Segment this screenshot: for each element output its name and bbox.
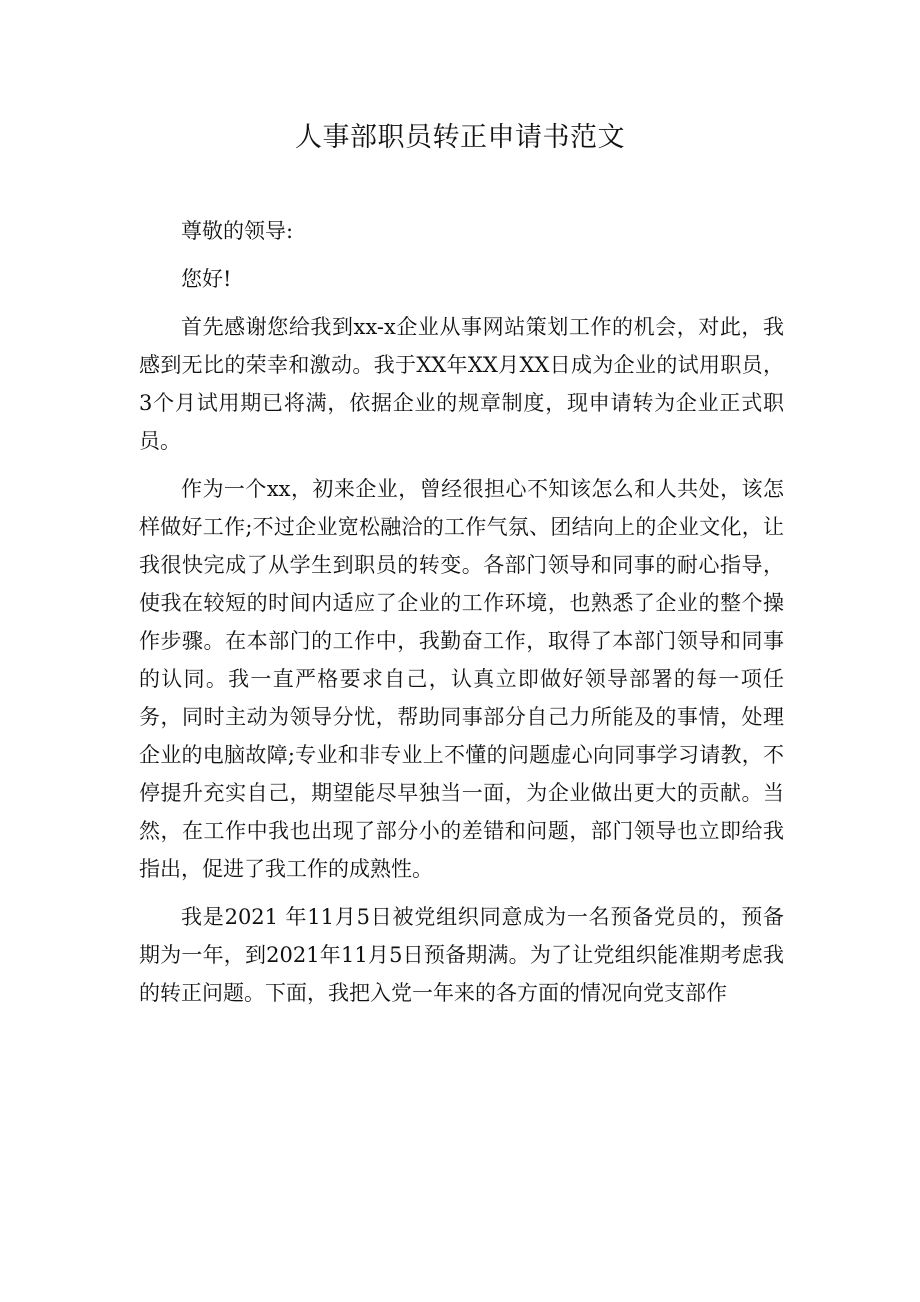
document-title: 人事部职员转正申请书范文 [295, 122, 625, 153]
body-paragraph: 我是2021 年11月5日被党组织同意成为一名预备党员的，预备期为一年，到2021年11月5日预备期满。为了让党组织能准期考虑我的转正问题。下面，我把入党一年来的各方面的情况向党支部作 [139, 905, 784, 1005]
body-paragraph: 首先感谢您给我到xx-x企业从事网站策划工作的机会，对此，我感到无比的荣幸和激动。我于XX年XX月XX日成为企业的试用职员，3个月试用期已将满，依据企业的规章制度，现申请转为企业正式职员。 [139, 315, 784, 453]
document-body [139, 212, 784, 1022]
salutation: 尊敬的领导: [181, 219, 294, 243]
body-paragraph: 作为一个xx，初来企业，曾经很担心不知该怎么和人共处，该怎样做好工作;不过企业宽松融洽的工作气氛、团结向上的企业文化，让我很快完成了从学生到职员的转变。各部门领导和同事的耐心指导，使我在较短的时间内适应了企业的工作环境，也熟悉了企业的整个操作步骤。在本部门的工作中，我勤奋工作，取得了本部门领导和同事的认同。我一直严格要求自己，认真立即做好领导部署的每一项任务，同时主动为领导分忧，帮助同事部分自己力所能及的事情，处理企业的电脑故障;专业和非专业上不懂的问题虚心向同事学习请教，不停提升充实自己，期望能尽早独当一面，为企业做出更大的贡献。当然，在工作中我也出现了部分小的差错和问题，部门领导也立即给我指出，促进了我工作的成熟性。 [139, 477, 784, 881]
greeting: 您好! [181, 267, 232, 291]
